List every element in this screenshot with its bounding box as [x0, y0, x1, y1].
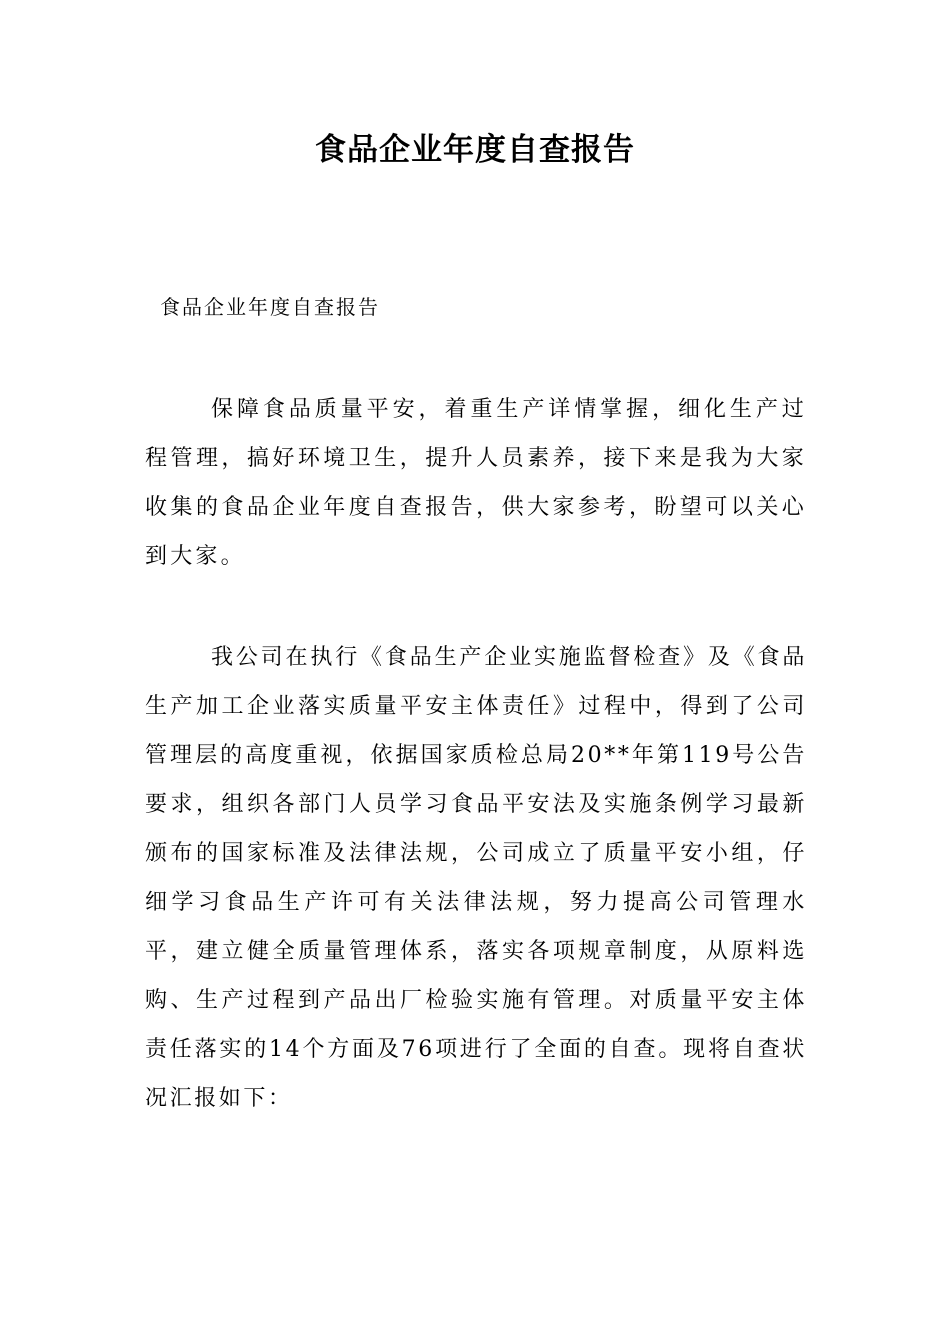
document-subtitle: 食品企业年度自查报告	[160, 295, 380, 319]
paragraph-intro: 保障食品质量平安，着重生产详情掌握，细化生产过程管理，搞好环境卫生，提升人员素养，接下来是我为大家收集的食品企业年度自查报告，供大家参考，盼望可以关心到大家。	[145, 397, 807, 569]
document-title: 食品企业年度自查报告	[315, 132, 635, 168]
paragraph-self-check: 我公司在执行《食品生产企业实施监督检查》及《食品生产加工企业落实质量平安主体责任》过程中，得到了公司管理层的高度重视，依据国家质检总局20**年第119号公告要求，组织各部门人员学习食品平安法及实施条例学习最新颁布的国家标准及法律法规，公司成立了质量平安小组，仔细学习食品生产许可有关法律法规，努力提高公司管理水平，建立健全质量管理体系，落实各项规章制度，从原料选购、生产过程到产品出厂检验实施有管理。对质量平安主体责任落实的14个方面及76项进行了全面的自查。现将自查状况汇报如下：	[145, 645, 807, 1111]
